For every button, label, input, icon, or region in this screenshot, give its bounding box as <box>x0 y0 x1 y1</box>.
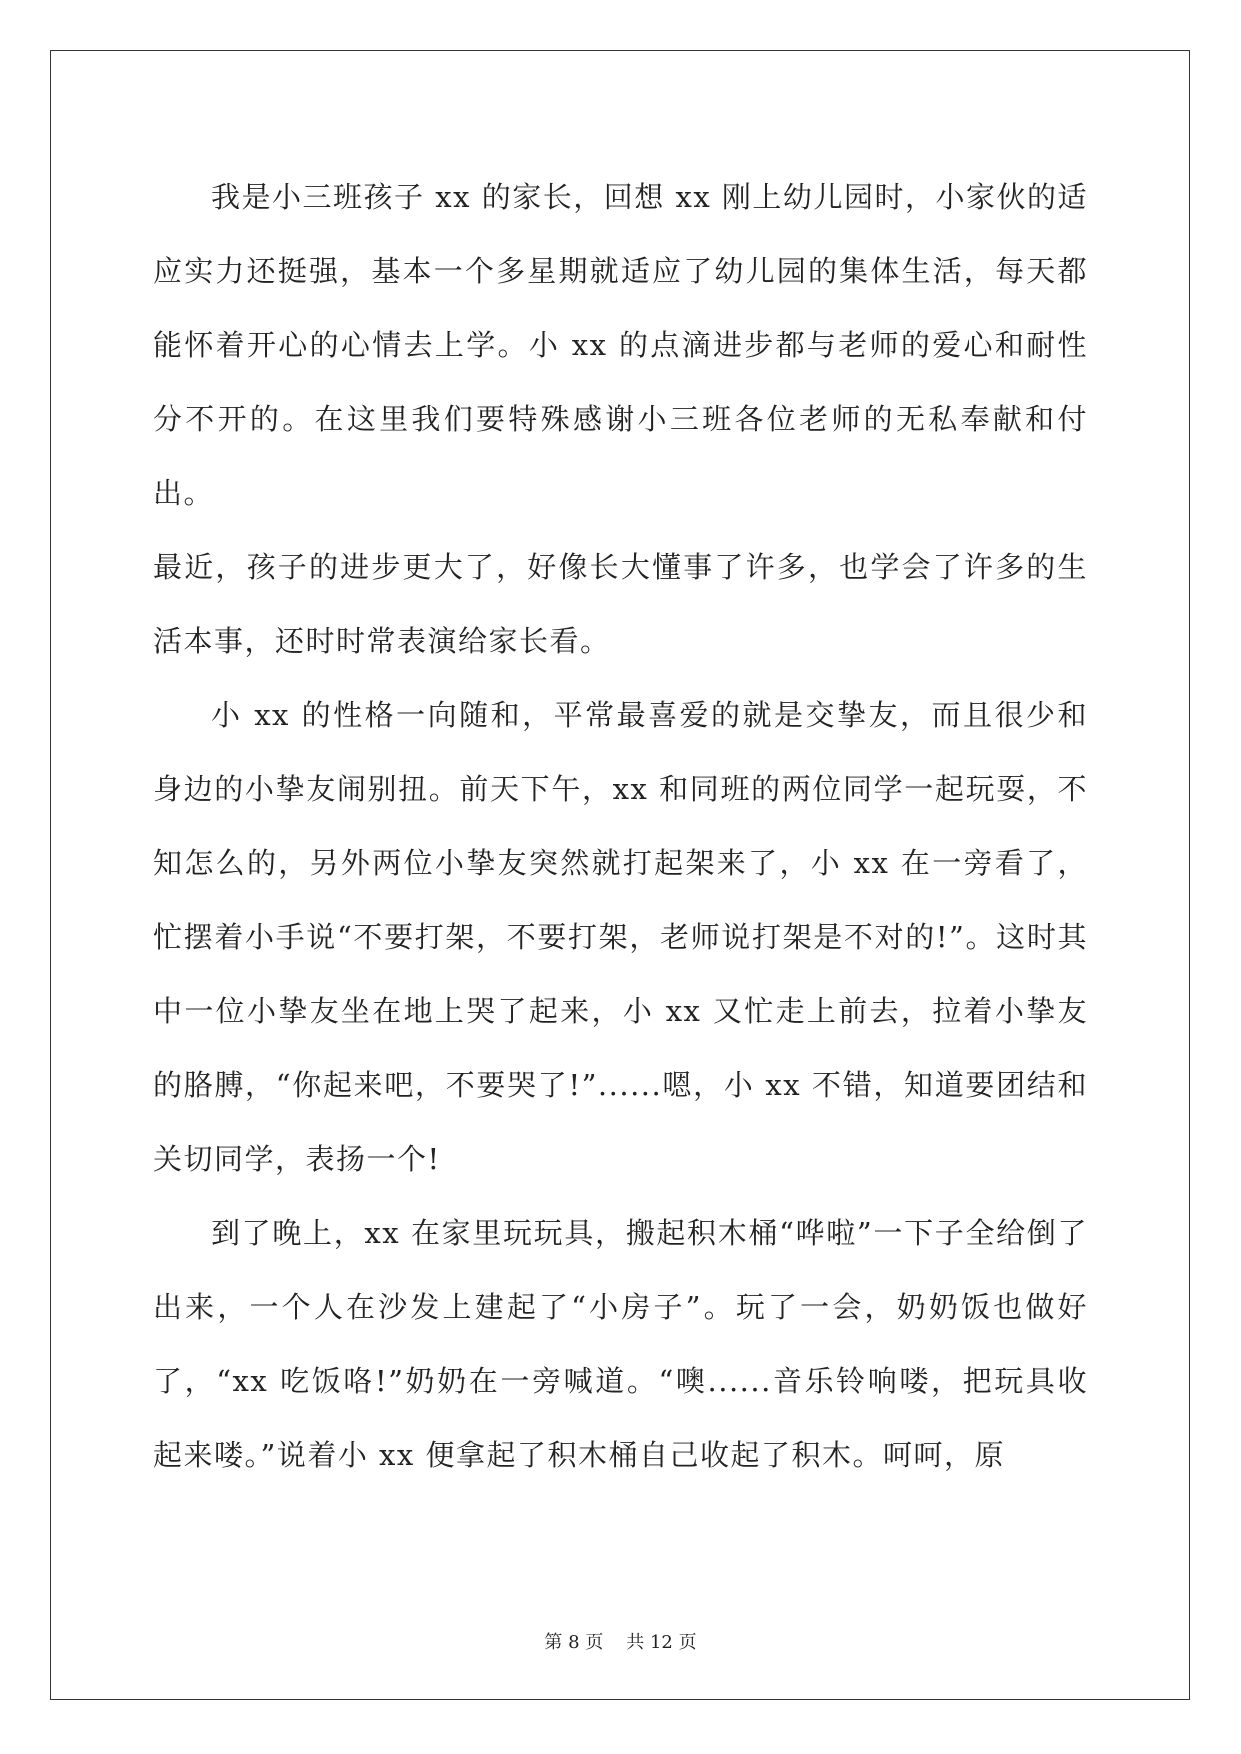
page-total: 共 12 页 <box>626 1632 697 1653</box>
document-body <box>153 160 1088 1492</box>
page-footer <box>0 1628 1241 1654</box>
paragraph-1: 我是小三班孩子 xx 的家长，回想 xx 刚上幼儿园时，小家伙的适应实力还挺强，基本一个多星期就适应了幼儿园的集体生活，每天都能怀着开心的心情去上学。小 xx 的点滴进步都与老师的爱心和耐性分不开的。在这里我们要特殊感谢小三班各位老师的无私奉献和付出。 <box>153 180 1088 510</box>
paragraph-4: 到了晚上，xx 在家里玩玩具，搬起积木桶“哗啦”一下子全给倒了出来，一个人在沙发上建起了“小房子”。玩了一会，奶奶饭也做好了，“xx 吃饭咯!”奶奶在一旁喊道。“噢......音乐铃响喽，把玩具收起来喽。”说着小 xx 便拿起了积木桶自己收起了积木。呵呵，原 <box>153 1216 1088 1472</box>
paragraph-3: 小 xx 的性格一向随和，平常最喜爱的就是交挚友，而且很少和身边的小挚友闹别扭。前天下午，xx 和同班的两位同学一起玩耍，不知怎么的，另外两位小挚友突然就打起架来了，小 xx 在一旁看了，忙摆着小手说“不要打架，不要打架，老师说打架是不对的!”。这时其中一位小挚友坐在地上哭了起来，小 xx 又忙走上前去，拉着小挚友的胳膊，“你起来吧，不要哭了!”......嗯，小 xx 不错，知道要团结和关切同学，表扬一个! <box>153 698 1088 1176</box>
paragraph-2: 最近，孩子的进步更大了，好像长大懂事了许多，也学会了许多的生活本事，还时时常表演给家长看。 <box>153 550 1088 658</box>
page-number: 第 8 页 <box>544 1632 604 1653</box>
